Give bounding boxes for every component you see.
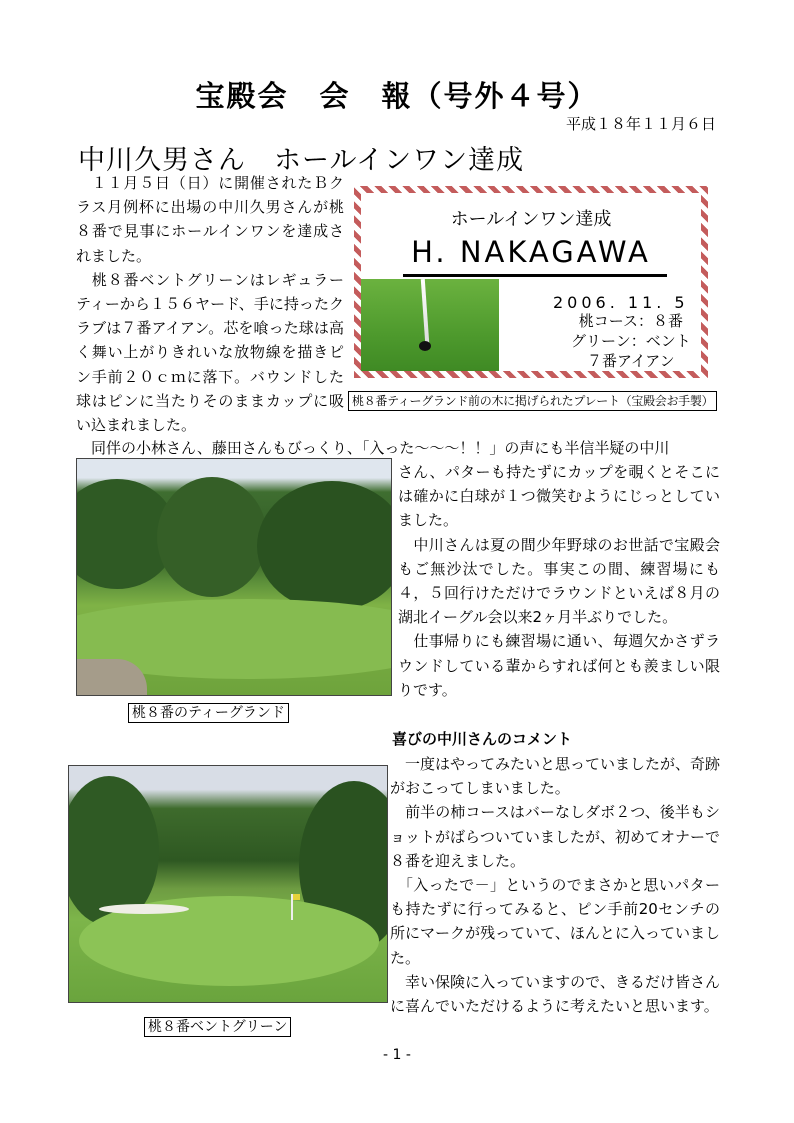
right-paragraph: 中川さんは夏の間少年野球のお世話で宝殿会もご無沙汰でした。事実この間、練習場にも４，５回行けただけでラウンドといえば８月の湖北イーグル会以来2ヶ月半ぶりでした。 bbox=[398, 535, 720, 627]
full-width-paragraph: 同伴の小林さん、藤田さんもびっくり、「入った～～～！！」の声にも半信半疑の中川 bbox=[76, 439, 670, 457]
plate-club: ７番アイアン bbox=[587, 352, 675, 370]
newsletter-title: 宝殿会 会 報（号外４号） bbox=[195, 79, 599, 113]
tee-ground-photo bbox=[76, 458, 392, 696]
plate-title: ホールインワン達成 bbox=[450, 209, 612, 230]
intro-paragraph: 桃８番ベントグリーンはレギュラーティーから１５６ヤード、手に持ったクラブは７番アイアン。芯を喰った球は高く舞い上がりきれいな放物線を描きピン手前２０ｃｍに落下。バウンドした球はピンに当たりそのままカップに吸い込まれました。 bbox=[76, 270, 344, 435]
flagstick-icon bbox=[421, 279, 429, 343]
comment-text bbox=[390, 752, 720, 1018]
comment-heading: 喜びの中川さんのコメント bbox=[392, 730, 573, 748]
tee-ground-caption: 桃８番のティーグランド bbox=[128, 703, 289, 723]
intro-paragraph: １１月５日（日）に開催されたＢクラス月例杯に出場の中川久男さんが桃８番で見事にホールインワンを達成されました。 bbox=[76, 174, 344, 265]
plate-green: グリーン：ベント bbox=[571, 332, 691, 350]
comment-paragraph: 幸い保険に入っていますので、きるだけ皆さんに喜んでいただけるように考えたいと思います。 bbox=[390, 972, 720, 1016]
right-paragraph: さん、パターも持たずにカップを覗くとそこには確かに白球が１つ微笑むようにじっとしていました。 bbox=[398, 463, 720, 530]
plate-name: H. NAKAGAWA bbox=[411, 235, 651, 269]
issue-date: 平成１８年１１月６日 bbox=[565, 115, 716, 133]
article-headline: 中川久男さん ホールインワン達成 bbox=[78, 145, 525, 176]
cup-icon bbox=[419, 341, 431, 351]
bent-green-caption: 桃８番ベントグリーン bbox=[144, 1017, 291, 1037]
comment-paragraph: 一度はやってみたいと思っていましたが、奇跡がおこってしまいました。 bbox=[390, 755, 721, 798]
right-column-text bbox=[398, 460, 720, 702]
plate-caption: 桃８番ティーグランド前の木に掲げられたプレート（宝殿会お手製） bbox=[348, 391, 717, 411]
page-number: - 1 - bbox=[383, 1047, 411, 1063]
plate-course: 桃コース：８番 bbox=[578, 312, 683, 330]
intro-text bbox=[76, 171, 344, 437]
comment-paragraph: 前半の柿コースはバーなしダボ２つ、後半もショットがばらついていましたが、初めてオナーで８番を迎えました。 bbox=[390, 803, 720, 870]
plate-date: 2006. 11. 5 bbox=[553, 293, 689, 312]
bent-green-photo bbox=[68, 765, 388, 1003]
plate-underline bbox=[403, 274, 667, 277]
right-paragraph: 仕事帰りにも練習場に通い、毎週欠かさずラウンドしている輩からすれば何とも羨ましい限りです。 bbox=[398, 632, 720, 699]
hole-in-one-plate bbox=[354, 186, 708, 378]
comment-paragraph: 「入ったで－」というのでまさかと思いパターも持たずに行ってみると、ピン手前20センチの所にマークが残っていて、ほんとに入っていました。 bbox=[390, 876, 720, 967]
green-pin-image bbox=[361, 279, 499, 371]
plate-info bbox=[571, 311, 691, 371]
